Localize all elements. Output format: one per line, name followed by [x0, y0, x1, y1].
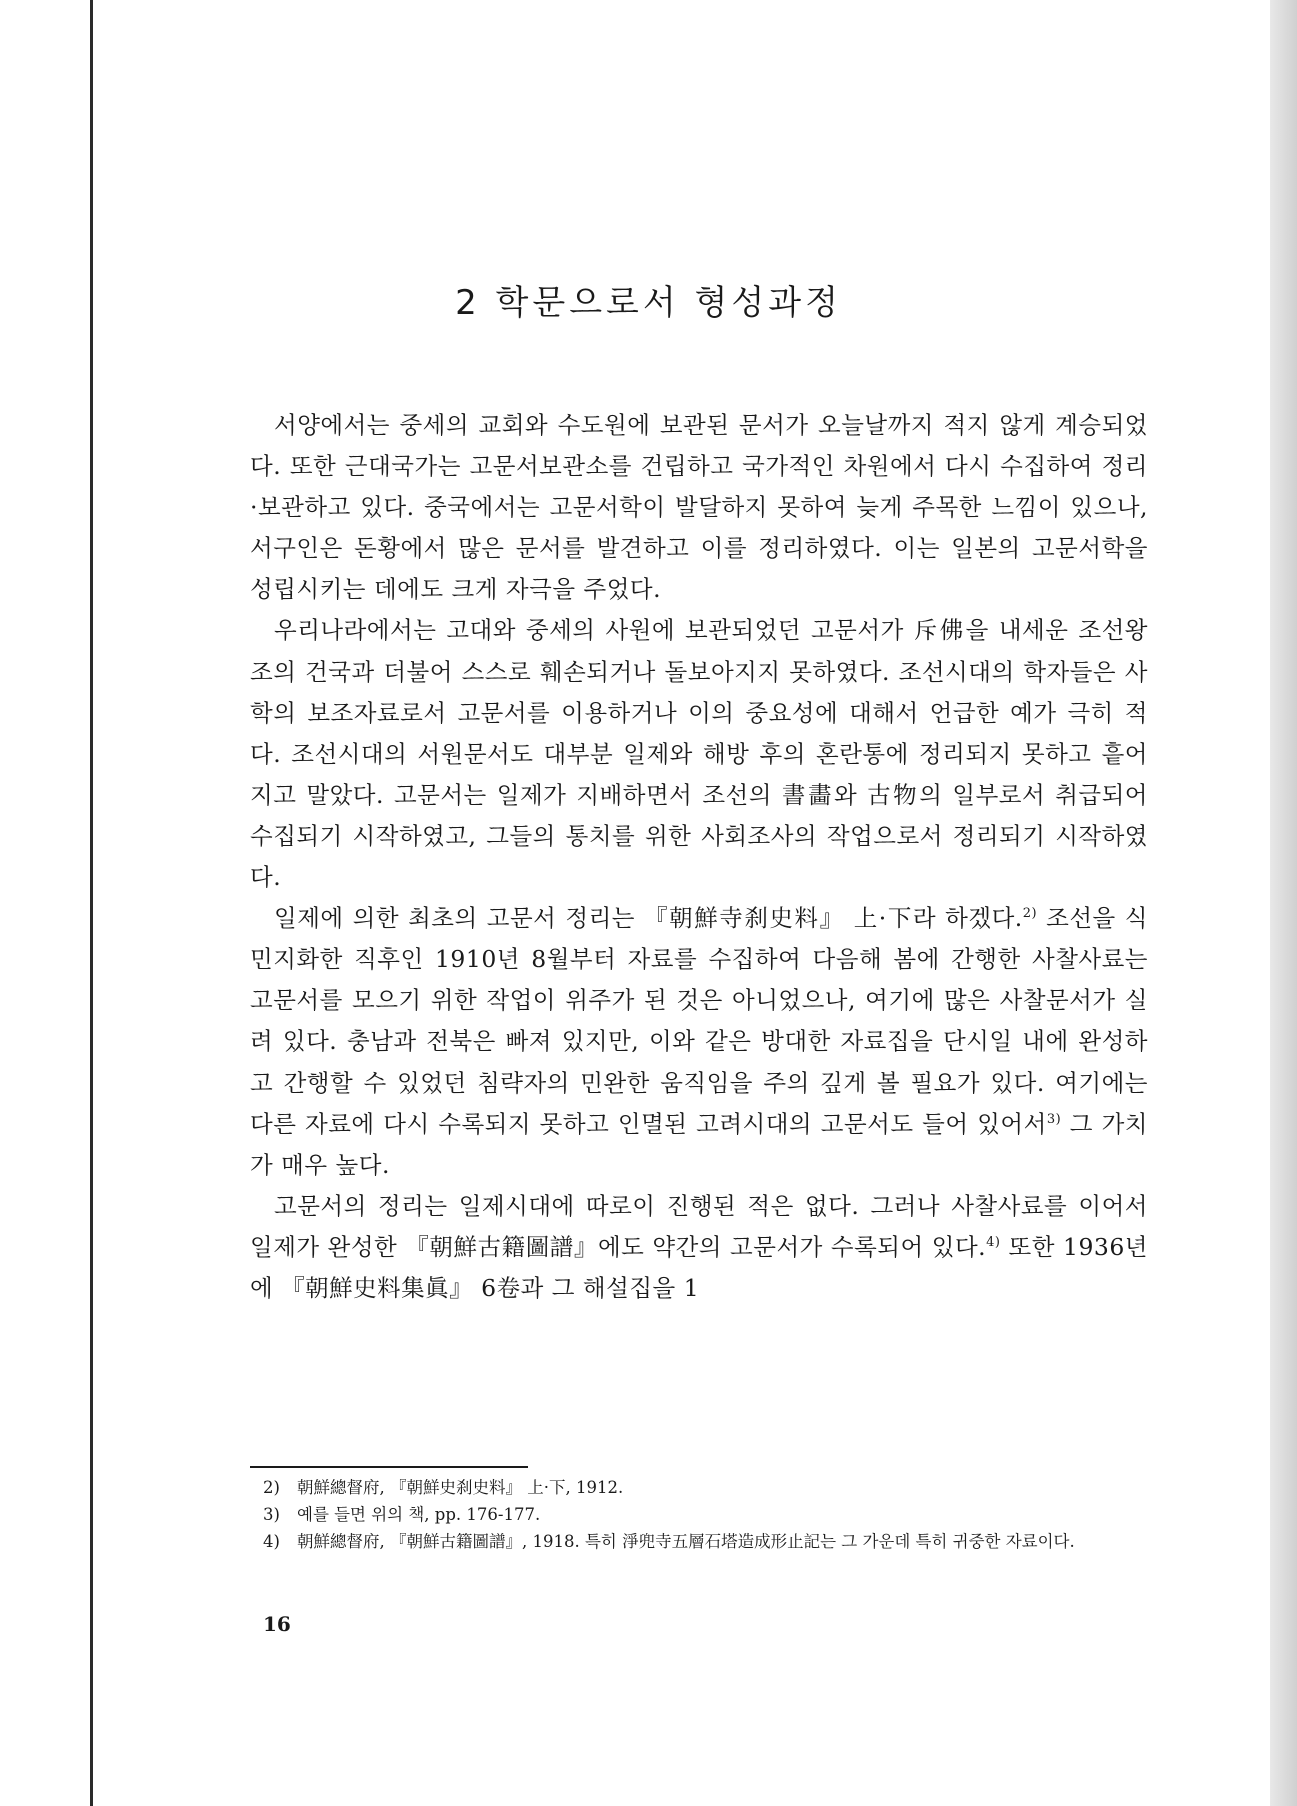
body-text: [250, 405, 1148, 1309]
footnote: [263, 1474, 1148, 1501]
footnote-ref: 3): [1046, 1111, 1062, 1127]
paragraph-text: 또한 1936년에 『朝鮮史料集眞』 6卷과 그 해설집을 1: [250, 1232, 1148, 1302]
paragraph-text: 고문서의 정리는 일제시대에 따로이 진행된 적은 없다. 그러나 사찰사료를 이어서 일제가 완성한 『朝鮮古籍圖譜』에도 약간의 고문서가 수록되어 있다.: [250, 1191, 1148, 1261]
footnote-ref: 2): [1022, 906, 1038, 922]
paragraph-text: 그 가치가 매우 높다.: [250, 1109, 1148, 1179]
footnote-text: 예를 들면 위의 책, pp. 176-177.: [297, 1505, 541, 1524]
footnote-number: 2): [263, 1478, 280, 1497]
paragraph: 우리나라에서는 고대와 중세의 사원에 보관되었던 고문서가 斥佛을 내세운 조선왕조의 건국과 더불어 스스로 훼손되거나 돌보아지지 못하였다. 조선시대의 학자들은 사학의 보조자료로서 고문서를 이용하거나 이의 중요성에 대해서 언급한 예가 극히 적다. 조선시대의 서원문서도 대부분 일제와 해방 후의 혼란통에 정리되지 못하고 흩어지고 말았다. 고문서는 일제가 지배하면서 조선의 書畵와 古物의 일부로서 취급되어 수집되기 시작하였고, 그들의 통치를 위한 사회조사의 작업으로서 정리되기 시작하였다.: [250, 616, 1148, 892]
footnote-number: 3): [263, 1505, 280, 1524]
footnote: [263, 1501, 1148, 1528]
chapter-title: 2 학문으로서 형성과정: [455, 283, 842, 323]
page-number: 16: [263, 1612, 291, 1636]
footnote: [263, 1528, 1148, 1555]
footnote-ref: 4): [986, 1235, 1001, 1251]
footnote-text: 朝鮮總督府, 『朝鮮史刹史料』 上·下, 1912.: [297, 1478, 624, 1497]
paragraph: 서양에서는 중세의 교회와 수도원에 보관된 문서가 오늘날까지 적지 않게 계승되었다. 또한 근대국가는 고문서보관소를 건립하고 국가적인 차원에서 다시 수집하여 정리·보관하고 있다. 중국에서는 고문서학이 발달하지 못하여 늦게 주목한 느낌이 있으나, 서구인은 돈황에서 많은 문서를 발견하고 이를 정리하였다. 이는 일본의 고문서학을 성립시키는 데에도 크게 자극을 주었다.: [250, 411, 1148, 604]
footnotes: [263, 1474, 1148, 1555]
paragraph-text: 조선을 식민지화한 직후인 1910년 8월부터 자료를 수집하여 다음해 봄에 간행한 사찰사료는 고문서를 모으기 위한 작업이 위주가 된 것은 아니었으나, 여기에 많은 사찰문서가 실려 있다. 충남과 전북은 빠져 있지만, 이와 같은 방대한 자료집을 단시일 내에 완성하고 간행할 수 있었던 침략자의 민완한 움직임을 주의 깊게 볼 필요가 있다. 여기에는 다른 자료에 다시 수록되지 못하고 인멸된 고려시대의 고문서도 들어 있어서: [250, 904, 1148, 1138]
paragraph: [250, 1186, 1148, 1309]
paragraph-text: 일제에 의한 최초의 고문서 정리는 『朝鮮寺刹史料』 上·下라 하겠다.: [274, 904, 1023, 933]
page-edge: [1270, 0, 1297, 1806]
footnote-text: 朝鮮總督府, 『朝鮮古籍圖譜』, 1918. 특히 淨兜寺五層石塔造成形止記는 그 가운데 특히 귀중한 자료이다.: [297, 1532, 1075, 1551]
paragraph: [250, 898, 1148, 1186]
footnote-divider: [250, 1466, 528, 1468]
footnote-number: 4): [263, 1532, 280, 1551]
